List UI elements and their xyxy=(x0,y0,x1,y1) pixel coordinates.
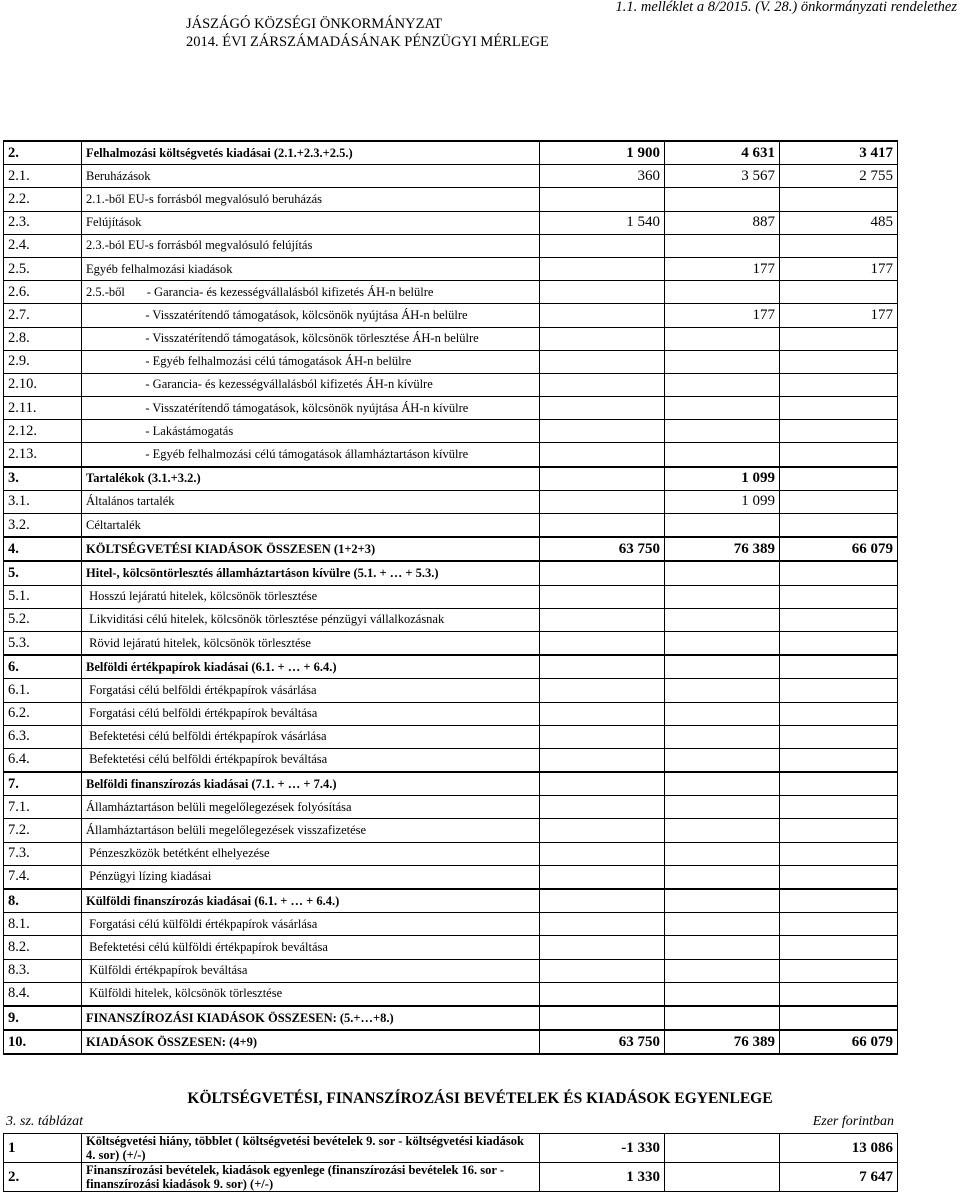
row-code: 2. xyxy=(4,1163,82,1192)
table-row xyxy=(4,257,898,280)
table-row xyxy=(4,304,898,327)
actual-value: 2 755 xyxy=(780,165,898,188)
original-budget: -1 330 xyxy=(540,1134,665,1163)
row-label: Likviditási célú hitelek, kölcsönök törlesztése pénzügyi vállalkozásnak xyxy=(82,608,540,631)
actual-value xyxy=(780,420,898,443)
row-code: 6.4. xyxy=(4,748,82,772)
row-label: Belföldi értékpapírok kiadásai (6.1. + … + 6.4.) xyxy=(82,655,540,679)
table-row xyxy=(4,397,898,420)
actual-value xyxy=(780,748,898,772)
table-row xyxy=(4,188,898,211)
actual-value: 177 xyxy=(780,304,898,327)
original-budget xyxy=(540,514,665,538)
row-code: 8. xyxy=(4,889,82,913)
actual-value xyxy=(780,561,898,585)
table-row xyxy=(4,913,898,936)
original-budget: 1 330 xyxy=(540,1163,665,1192)
modified-budget xyxy=(665,397,780,420)
actual-value xyxy=(780,655,898,679)
original-budget xyxy=(540,350,665,373)
modified-budget xyxy=(665,748,780,772)
original-budget: 63 750 xyxy=(540,537,665,561)
row-label: Államháztartáson belüli megelőlegezések folyósítása xyxy=(82,796,540,819)
table-row xyxy=(4,537,898,561)
row-code: 2.5. xyxy=(4,257,82,280)
row-code: 6. xyxy=(4,655,82,679)
table-row xyxy=(4,141,898,165)
modified-budget xyxy=(665,350,780,373)
modified-budget xyxy=(665,842,780,865)
row-label: KÖLTSÉGVETÉSI KIADÁSOK ÖSSZESEN (1+2+3) xyxy=(82,537,540,561)
original-budget xyxy=(540,889,665,913)
table-row xyxy=(4,655,898,679)
actual-value: 177 xyxy=(780,257,898,280)
row-code: 8.4. xyxy=(4,982,82,1006)
annex-reference: 1.1. melléklet a 8/2015. (V. 28.) önkormányzati rendelethez xyxy=(615,0,957,15)
row-code: 10. xyxy=(4,1030,82,1054)
row-code: 2.11. xyxy=(4,397,82,420)
table-row xyxy=(4,842,898,865)
table-row xyxy=(4,982,898,1006)
row-code: 8.2. xyxy=(4,936,82,959)
original-budget xyxy=(540,257,665,280)
modified-budget xyxy=(665,936,780,959)
actual-value xyxy=(780,819,898,842)
table-number: 3. sz. táblázat xyxy=(6,1114,84,1129)
row-code: 3. xyxy=(4,467,82,491)
table-row xyxy=(4,561,898,585)
row-code: 2. xyxy=(4,141,82,165)
row-code: 5.3. xyxy=(4,631,82,655)
original-budget xyxy=(540,959,665,982)
modified-budget xyxy=(665,281,780,304)
table-row xyxy=(4,327,898,350)
actual-value: 485 xyxy=(780,211,898,234)
actual-value xyxy=(780,443,898,467)
table-row xyxy=(4,959,898,982)
modified-budget xyxy=(665,514,780,538)
row-code: 2.6. xyxy=(4,281,82,304)
row-label: Felhalmozási költségvetés kiadásai (2.1.+2.3.+2.5.) xyxy=(82,141,540,165)
table-row xyxy=(4,585,898,608)
original-budget xyxy=(540,1006,665,1030)
actual-value xyxy=(780,1006,898,1030)
table-row xyxy=(4,281,898,304)
row-code: 6.3. xyxy=(4,725,82,748)
table-row xyxy=(4,679,898,702)
row-label: Céltartalék xyxy=(82,514,540,538)
modified-budget xyxy=(665,702,780,725)
row-label: KIADÁSOK ÖSSZESEN: (4+9) xyxy=(82,1030,540,1054)
row-code: 2.9. xyxy=(4,350,82,373)
row-code: 8.1. xyxy=(4,913,82,936)
table-row xyxy=(4,865,898,889)
row-code: 2.4. xyxy=(4,234,82,257)
table-row xyxy=(4,443,898,467)
actual-value xyxy=(780,514,898,538)
modified-budget: 76 389 xyxy=(665,537,780,561)
table-row xyxy=(4,631,898,655)
row-code: 2.8. xyxy=(4,327,82,350)
actual-value xyxy=(780,234,898,257)
modified-budget xyxy=(665,982,780,1006)
actual-value xyxy=(780,467,898,491)
original-budget xyxy=(540,234,665,257)
modified-budget xyxy=(665,561,780,585)
modified-budget xyxy=(665,1006,780,1030)
row-label: Befektetési célú belföldi értékpapírok vásárlása xyxy=(82,725,540,748)
actual-value: 3 417 xyxy=(780,141,898,165)
actual-value xyxy=(780,188,898,211)
row-code: 4. xyxy=(4,537,82,561)
original-budget xyxy=(540,420,665,443)
actual-value: 13 086 xyxy=(780,1134,898,1163)
actual-value xyxy=(780,373,898,396)
modified-budget xyxy=(665,585,780,608)
original-budget xyxy=(540,679,665,702)
actual-value xyxy=(780,982,898,1006)
actual-value xyxy=(780,772,898,796)
table-row xyxy=(4,748,898,772)
row-label: - Visszatérítendő támogatások, kölcsönök nyújtása ÁH-n belülre xyxy=(82,304,540,327)
row-label: Befektetési célú külföldi értékpapírok beváltása xyxy=(82,936,540,959)
row-label: Általános tartalék xyxy=(82,490,540,513)
original-budget xyxy=(540,982,665,1006)
row-label: 2.5.-ből - Garancia- és kezességvállalásból kifizetés ÁH-n belülre xyxy=(82,281,540,304)
row-label: - Lakástámogatás xyxy=(82,420,540,443)
actual-value xyxy=(780,350,898,373)
modified-budget xyxy=(665,655,780,679)
row-code: 5.2. xyxy=(4,608,82,631)
modified-budget: 1 099 xyxy=(665,467,780,491)
original-budget xyxy=(540,796,665,819)
original-budget xyxy=(540,842,665,865)
actual-value xyxy=(780,585,898,608)
expenditure-table xyxy=(3,140,898,1055)
table-row xyxy=(4,373,898,396)
balance-table xyxy=(3,1133,898,1192)
row-label: Pénzügyi lízing kiadásai xyxy=(82,865,540,889)
row-code: 7.2. xyxy=(4,819,82,842)
table-row xyxy=(4,234,898,257)
original-budget xyxy=(540,748,665,772)
actual-value xyxy=(780,490,898,513)
balance-title: KÖLTSÉGVETÉSI, FINANSZÍROZÁSI BEVÉTELEK ÉS KIADÁSOK EGYENLEGE xyxy=(187,1090,773,1107)
original-budget xyxy=(540,304,665,327)
modified-budget xyxy=(665,819,780,842)
modified-budget xyxy=(665,796,780,819)
row-label: - Egyéb felhalmozási célú támogatások ÁH-n belülre xyxy=(82,350,540,373)
row-code: 2.12. xyxy=(4,420,82,443)
row-label: Befektetési célú belföldi értékpapírok beváltása xyxy=(82,748,540,772)
row-label: Belföldi finanszírozás kiadásai (7.1. + … + 7.4.) xyxy=(82,772,540,796)
original-budget: 360 xyxy=(540,165,665,188)
original-budget xyxy=(540,725,665,748)
row-code: 8.3. xyxy=(4,959,82,982)
row-label: Egyéb felhalmozási kiadások xyxy=(82,257,540,280)
modified-budget xyxy=(665,679,780,702)
modified-budget: 3 567 xyxy=(665,165,780,188)
row-code: 7.3. xyxy=(4,842,82,865)
row-code: 1 xyxy=(4,1134,82,1163)
table-row xyxy=(4,165,898,188)
modified-budget xyxy=(665,725,780,748)
table-row xyxy=(4,702,898,725)
table-row xyxy=(4,936,898,959)
row-code: 7.1. xyxy=(4,796,82,819)
document-title: 2014. ÉVI ZÁRSZÁMADÁSÁNAK PÉNZÜGYI MÉRLEGE xyxy=(186,34,549,50)
table-row xyxy=(4,211,898,234)
modified-budget xyxy=(665,913,780,936)
unit-label: Ezer forintban xyxy=(812,1114,894,1129)
modified-budget xyxy=(665,608,780,631)
actual-value xyxy=(780,608,898,631)
row-label: Felújítások xyxy=(82,211,540,234)
table-row xyxy=(4,889,898,913)
modified-budget xyxy=(665,889,780,913)
actual-value xyxy=(780,959,898,982)
row-code: 5. xyxy=(4,561,82,585)
original-budget xyxy=(540,561,665,585)
row-code: 5.1. xyxy=(4,585,82,608)
row-code: 6.1. xyxy=(4,679,82,702)
original-budget xyxy=(540,819,665,842)
table-row xyxy=(4,420,898,443)
row-label: Külföldi értékpapírok beváltása xyxy=(82,959,540,982)
original-budget xyxy=(540,631,665,655)
actual-value xyxy=(780,842,898,865)
row-code: 3.1. xyxy=(4,490,82,513)
actual-value xyxy=(780,725,898,748)
row-label: 2.3.-ból EU-s forrásból megvalósuló felújítás xyxy=(82,234,540,257)
row-code: 2.2. xyxy=(4,188,82,211)
original-budget xyxy=(540,585,665,608)
row-label: - Garancia- és kezességvállalásból kifizetés ÁH-n kívülre xyxy=(82,373,540,396)
table-row xyxy=(4,796,898,819)
actual-value xyxy=(780,913,898,936)
actual-value: 7 647 xyxy=(780,1163,898,1192)
row-code: 2.1. xyxy=(4,165,82,188)
table-row xyxy=(4,467,898,491)
row-label: Külföldi hitelek, kölcsönök törlesztése xyxy=(82,982,540,1006)
row-label: Forgatási célú belföldi értékpapírok beváltása xyxy=(82,702,540,725)
modified-budget xyxy=(665,1134,780,1163)
row-label: FINANSZÍROZÁSI KIADÁSOK ÖSSZESEN: (5.+…+8.) xyxy=(82,1006,540,1030)
table-row xyxy=(4,608,898,631)
table-row xyxy=(4,350,898,373)
actual-value xyxy=(780,796,898,819)
original-budget xyxy=(540,772,665,796)
actual-value xyxy=(780,631,898,655)
table-row xyxy=(4,819,898,842)
row-label: Államháztartáson belüli megelőlegezések visszafizetése xyxy=(82,819,540,842)
modified-budget: 177 xyxy=(665,304,780,327)
original-budget xyxy=(540,281,665,304)
original-budget xyxy=(540,865,665,889)
table-row xyxy=(4,772,898,796)
row-label: 2.1.-ből EU-s forrásból megvalósuló beruházás xyxy=(82,188,540,211)
balance-row xyxy=(4,1163,898,1192)
row-code: 2.7. xyxy=(4,304,82,327)
original-budget xyxy=(540,608,665,631)
modified-budget: 76 389 xyxy=(665,1030,780,1054)
modified-budget xyxy=(665,443,780,467)
row-label: - Visszatérítendő támogatások, kölcsönök törlesztése ÁH-n belülre xyxy=(82,327,540,350)
actual-value: 66 079 xyxy=(780,537,898,561)
actual-value xyxy=(780,936,898,959)
row-code: 9. xyxy=(4,1006,82,1030)
modified-budget xyxy=(665,1163,780,1192)
row-label: Beruházások xyxy=(82,165,540,188)
table-row xyxy=(4,490,898,513)
original-budget xyxy=(540,443,665,467)
row-code: 2.10. xyxy=(4,373,82,396)
actual-value: 66 079 xyxy=(780,1030,898,1054)
row-label: Külföldi finanszírozás kiadásai (6.1. + … + 6.4.) xyxy=(82,889,540,913)
original-budget xyxy=(540,490,665,513)
row-label: - Egyéb felhalmozási célú támogatások államháztartáson kívülre xyxy=(82,443,540,467)
modified-budget: 1 099 xyxy=(665,490,780,513)
table-row xyxy=(4,514,898,538)
row-code: 2.13. xyxy=(4,443,82,467)
row-code: 3.2. xyxy=(4,514,82,538)
row-label: - Visszatérítendő támogatások, kölcsönök nyújtása ÁH-n kívülre xyxy=(82,397,540,420)
table-row xyxy=(4,725,898,748)
modified-budget: 177 xyxy=(665,257,780,280)
actual-value xyxy=(780,702,898,725)
modified-budget xyxy=(665,631,780,655)
row-label: Forgatási célú külföldi értékpapírok vásárlása xyxy=(82,913,540,936)
original-budget xyxy=(540,467,665,491)
actual-value xyxy=(780,281,898,304)
row-label: Hosszú lejáratú hitelek, kölcsönök törlesztése xyxy=(82,585,540,608)
original-budget xyxy=(540,188,665,211)
modified-budget: 887 xyxy=(665,211,780,234)
row-code: 7.4. xyxy=(4,865,82,889)
row-label: Hitel-, kölcsöntörlesztés államháztartáson kívülre (5.1. + … + 5.3.) xyxy=(82,561,540,585)
original-budget xyxy=(540,936,665,959)
table-row xyxy=(4,1030,898,1054)
original-budget: 1 900 xyxy=(540,141,665,165)
actual-value xyxy=(780,397,898,420)
original-budget: 63 750 xyxy=(540,1030,665,1054)
row-label: Költségvetési hiány, többlet ( költségvetési bevételek 9. sor - költségvetési kiadások 4. sor) (+/-) xyxy=(82,1134,540,1163)
actual-value xyxy=(780,865,898,889)
row-code: 6.2. xyxy=(4,702,82,725)
original-budget xyxy=(540,327,665,350)
modified-budget xyxy=(665,373,780,396)
modified-budget xyxy=(665,327,780,350)
modified-budget xyxy=(665,865,780,889)
actual-value xyxy=(780,679,898,702)
actual-value xyxy=(780,327,898,350)
table-row xyxy=(4,1006,898,1030)
original-budget xyxy=(540,373,665,396)
modified-budget xyxy=(665,959,780,982)
modified-budget xyxy=(665,188,780,211)
actual-value xyxy=(780,889,898,913)
row-label: Forgatási célú belföldi értékpapírok vásárlása xyxy=(82,679,540,702)
modified-budget xyxy=(665,234,780,257)
row-label: Pénzeszközök betétként elhelyezése xyxy=(82,842,540,865)
original-budget xyxy=(540,702,665,725)
balance-row xyxy=(4,1134,898,1163)
modified-budget: 4 631 xyxy=(665,141,780,165)
row-label: Rövid lejáratú hitelek, kölcsönök törlesztése xyxy=(82,631,540,655)
row-label: Tartalékok (3.1.+3.2.) xyxy=(82,467,540,491)
row-label: Finanszírozási bevételek, kiadások egyenlege (finanszírozási bevételek 16. sor - finanszírozási kiadások 9. sor) (+/-) xyxy=(82,1163,540,1192)
original-budget xyxy=(540,397,665,420)
row-code: 2.3. xyxy=(4,211,82,234)
modified-budget xyxy=(665,420,780,443)
row-code: 7. xyxy=(4,772,82,796)
original-budget xyxy=(540,655,665,679)
original-budget xyxy=(540,913,665,936)
organization-name: JÁSZÁGÓ KÖZSÉGI ÖNKORMÁNYZAT xyxy=(186,16,443,32)
modified-budget xyxy=(665,772,780,796)
original-budget: 1 540 xyxy=(540,211,665,234)
